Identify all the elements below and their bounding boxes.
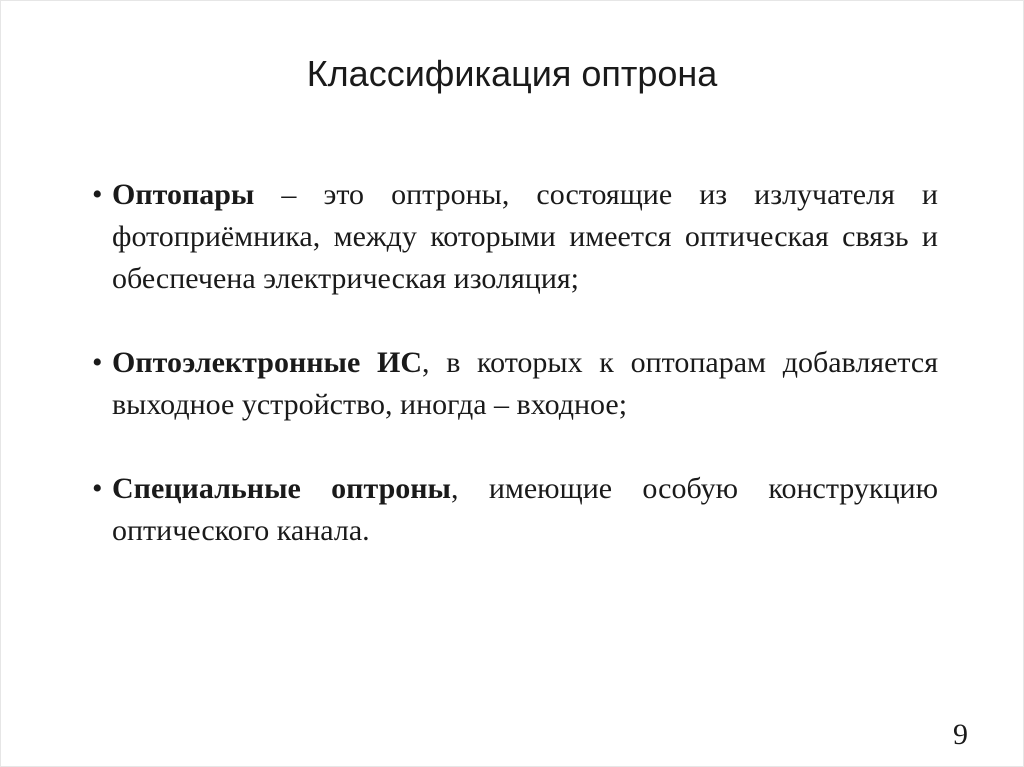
bullet-marker: • bbox=[92, 472, 103, 505]
bullet-text: , имеющие особую конструкцию оптического канала. bbox=[112, 472, 938, 547]
bullet-term: Оптоэлектронные ИС bbox=[112, 346, 422, 379]
bullet-item-optopairs bbox=[92, 174, 938, 300]
bullet-marker: • bbox=[92, 346, 103, 379]
bullet-item-optoelectronic-ic bbox=[92, 342, 938, 426]
bullet-term: Специальные оптроны bbox=[112, 472, 451, 505]
bullet-item-special-optocouplers bbox=[92, 468, 938, 552]
bullet-text: , в которых к оптопарам добавляется выходное устройство, иногда – входное; bbox=[112, 346, 938, 421]
bullet-text: – это оптроны, состоящие из излучателя и фотоприёмника, между которыми имеется оптическая связь и обеспечена электрическая изоляция; bbox=[112, 178, 938, 295]
bullet-list bbox=[92, 174, 938, 594]
slide-title: Классификация оптрона bbox=[306, 53, 718, 94]
page-number: 9 bbox=[953, 718, 968, 751]
bullet-term: Оптопары bbox=[112, 178, 255, 211]
bullet-marker: • bbox=[92, 178, 103, 211]
